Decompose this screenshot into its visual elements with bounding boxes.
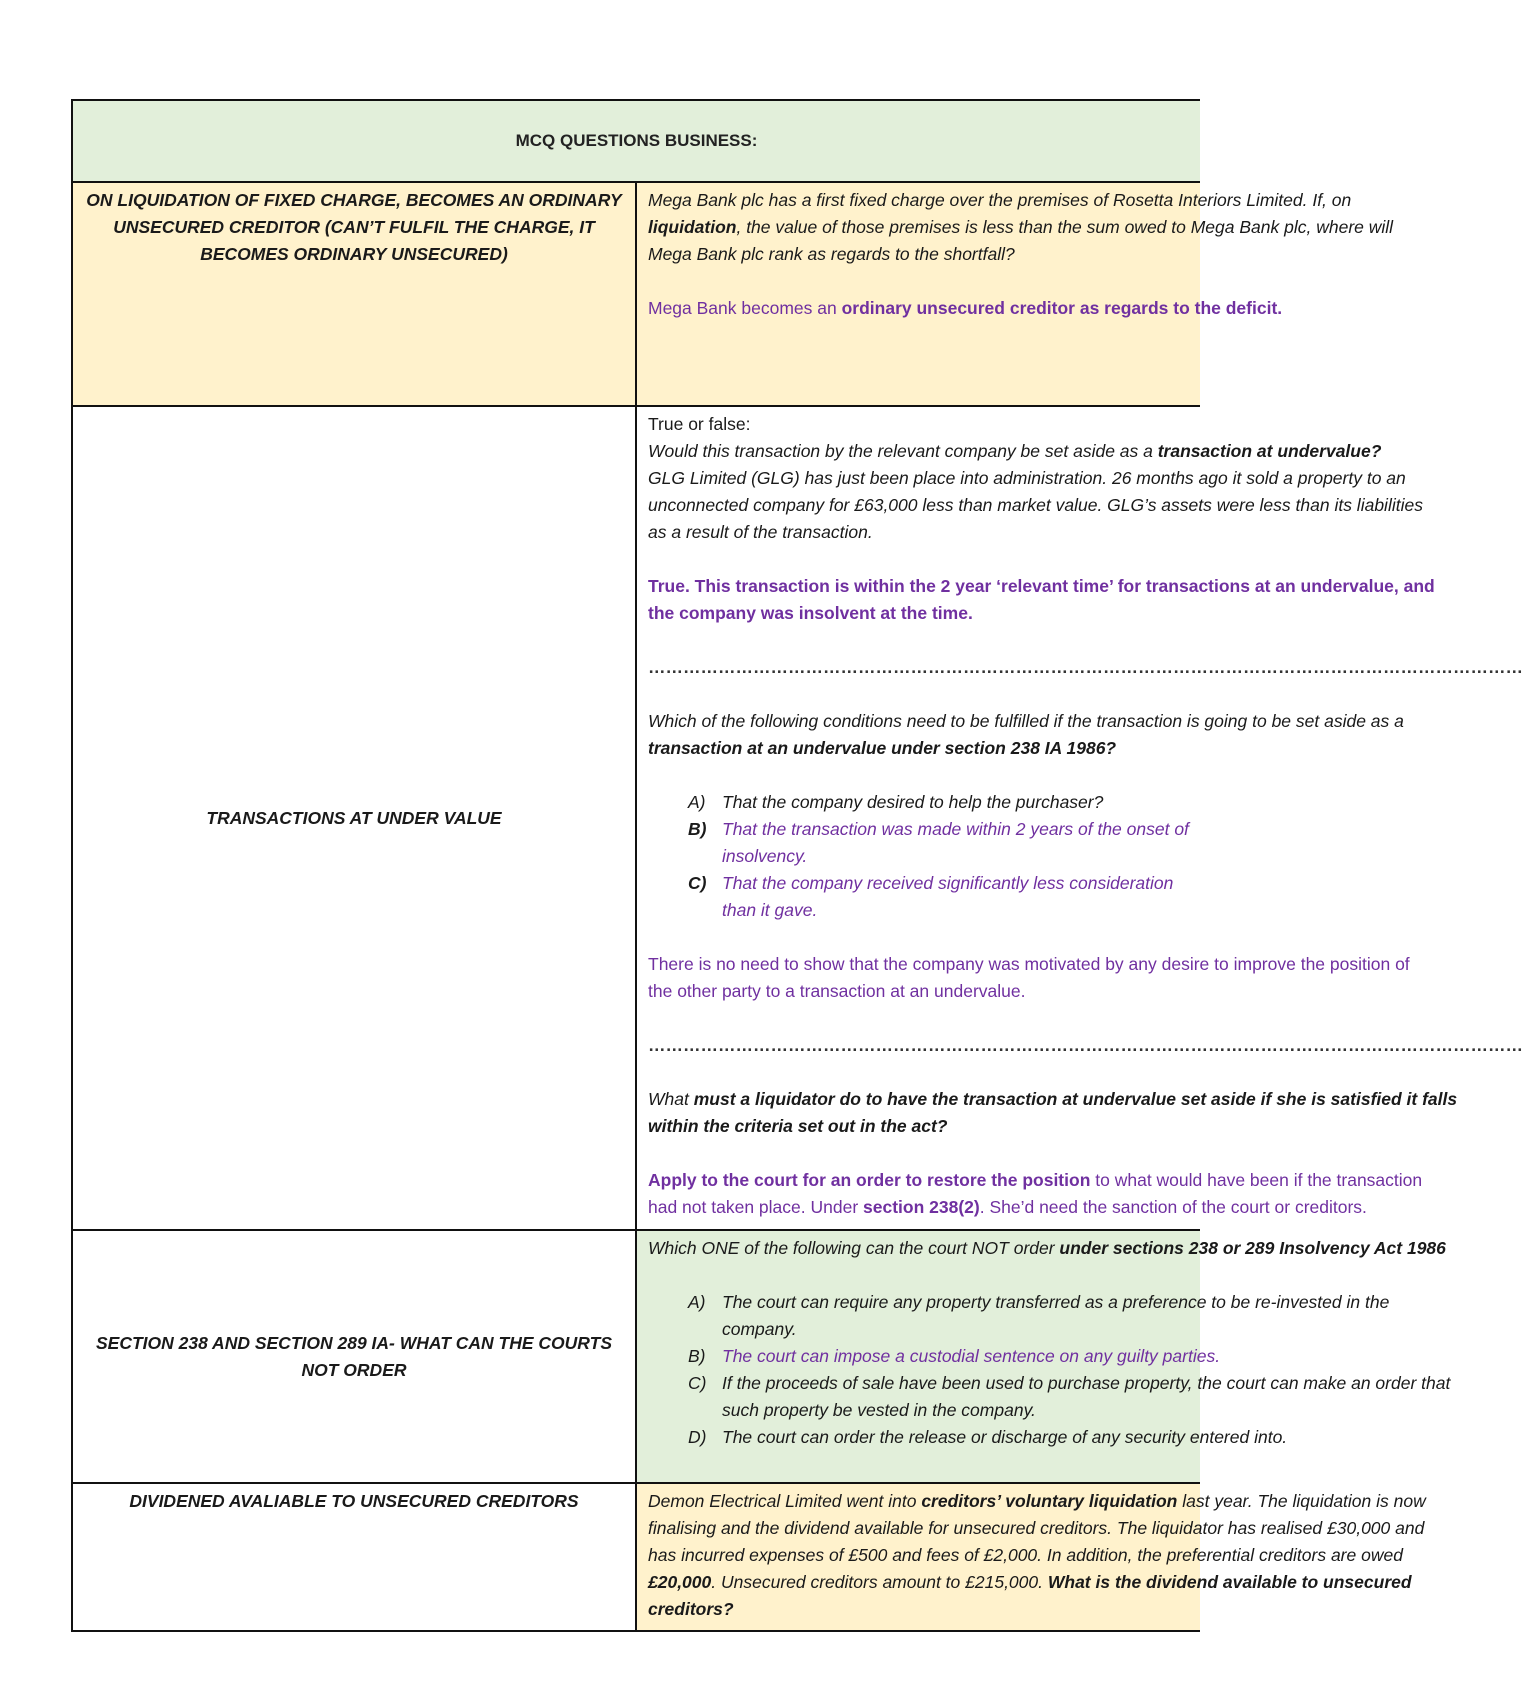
scenario-text: £20,000. Unsecured creditors amount to £215,000. What is the dividend available to unsecured <box>648 1572 1412 1592</box>
row2-content <box>636 406 1523 1230</box>
table-row <box>72 1230 1200 1483</box>
option-d: D) The court can order the release or discharge of any security entered into. <box>688 1427 1288 1447</box>
question-text: Mega Bank plc rank as regards to the shortfall? <box>648 244 1015 264</box>
scenario-text: has incurred expenses of £500 and fees of £2,000. In addition, the preferential creditors are owed <box>648 1545 1403 1565</box>
option-c-correct: C) That the company received significantly less consideration than it gave. <box>688 873 1174 920</box>
explanation-text: the other party to a transaction at an undervalue. <box>648 981 1026 1001</box>
mcq-table-sheet <box>71 99 1523 1632</box>
option-a: A) That the company desired to help the purchaser? <box>688 792 1104 812</box>
question-text: Which of the following conditions need to be fulfilled if the transaction is going to be set aside as a <box>648 711 1404 731</box>
table-row <box>72 406 1200 1230</box>
scenario-text: finalising and the dividend available for unsecured creditors. The liquidator has realised £30,000 and <box>648 1518 1425 1538</box>
mcq-table <box>71 99 1523 1632</box>
question-text: What must a liquidator do to have the transaction at undervalue set aside if she is satisfied it falls <box>648 1089 1458 1109</box>
topic-label-transactions-at-undervalue: TRANSACTIONS AT UNDER VALUE <box>72 406 636 1230</box>
row3-content <box>636 1230 1451 1483</box>
question-text: transaction at an undervalue under section 238 IA 1986? <box>648 738 1117 758</box>
answer-text: True. This transaction is within the 2 year ‘relevant time’ for transactions at an undervalue, and <box>648 576 1435 596</box>
dotted-separator: …………………………………………………………………………………………………………………………………… <box>648 1035 1523 1055</box>
question-text: Would this transaction by the relevant company be set aside as a transaction at undervalue? <box>648 441 1382 461</box>
topic-label-section-238-289: SECTION 238 AND SECTION 289 IA- WHAT CAN THE COURTS NOT ORDER <box>72 1230 636 1483</box>
answer-text: Apply to the court for an order to restore the position to what would have been if the transaction <box>648 1170 1423 1190</box>
dotted-separator: …………………………………………………………………………………………………………………………………… <box>648 657 1523 677</box>
question-text: Which ONE of the following can the court NOT order under sections 238 or 289 Insolvency Act 1986 <box>648 1238 1446 1258</box>
options-list <box>648 789 1190 924</box>
table-title: MCQ QUESTIONS BUSINESS: <box>72 100 1200 182</box>
row4-content <box>636 1483 1426 1631</box>
row1-content <box>636 182 1394 406</box>
option-a: A) The court can require any property transferred as a preference to be re-invested in the company. <box>688 1292 1390 1339</box>
option-c: C) If the proceeds of sale have been used to purchase property, the court can make an order that such property be vested in the company. <box>688 1373 1451 1420</box>
answer-text: had not taken place. Under section 238(2). She’d need the sanction of the court or creditors. <box>648 1197 1367 1217</box>
table-row <box>72 1483 1200 1631</box>
scenario-text: Demon Electrical Limited went into creditors’ voluntary liquidation last year. The liquidation is now <box>648 1491 1426 1511</box>
option-b-correct: B) The court can impose a custodial sentence on any guilty parties. <box>688 1346 1221 1366</box>
table-row <box>72 182 1200 406</box>
true-false-prompt: True or false: <box>648 414 751 434</box>
answer-text: Mega Bank becomes an ordinary unsecured creditor as regards to the deficit. <box>648 298 1283 318</box>
explanation-text: There is no need to show that the company was motivated by any desire to improve the position of <box>648 954 1410 974</box>
header-row <box>72 100 1200 182</box>
question-text: creditors? <box>648 1599 734 1619</box>
topic-label-dividend-unsecured: DIVIDENED AVALIABLE TO UNSECURED CREDITORS <box>72 1483 636 1631</box>
topic-label-liquidation-fixed-charge: ON LIQUIDATION OF FIXED CHARGE, BECOMES AN ORDINARY UNSECURED CREDITOR (CAN’T FULFIL THE CHARGE, IT BECOMES ORDINARY UNSECURED) <box>72 182 636 406</box>
question-text: within the criteria set out in the act? <box>648 1116 948 1136</box>
scenario-text: unconnected company for £63,000 less than market value. GLG’s assets were less than its liabilities <box>648 495 1423 515</box>
scenario-text: GLG Limited (GLG) has just been place into administration. 26 months ago it sold a property to an <box>648 468 1406 488</box>
scenario-text: as a result of the transaction. <box>648 522 873 542</box>
question-text: Mega Bank plc has a first fixed charge over the premises of Rosetta Interiors Limited. If, on <box>648 190 1352 210</box>
answer-text: the company was insolvent at the time. <box>648 603 973 623</box>
options-list <box>648 1289 1468 1451</box>
question-text: liquidation, the value of those premises is less than the sum owed to Mega Bank plc, where will <box>648 217 1394 237</box>
option-b-correct: B) That the transaction was made within 2 years of the onset of insolvency. <box>688 819 1189 866</box>
